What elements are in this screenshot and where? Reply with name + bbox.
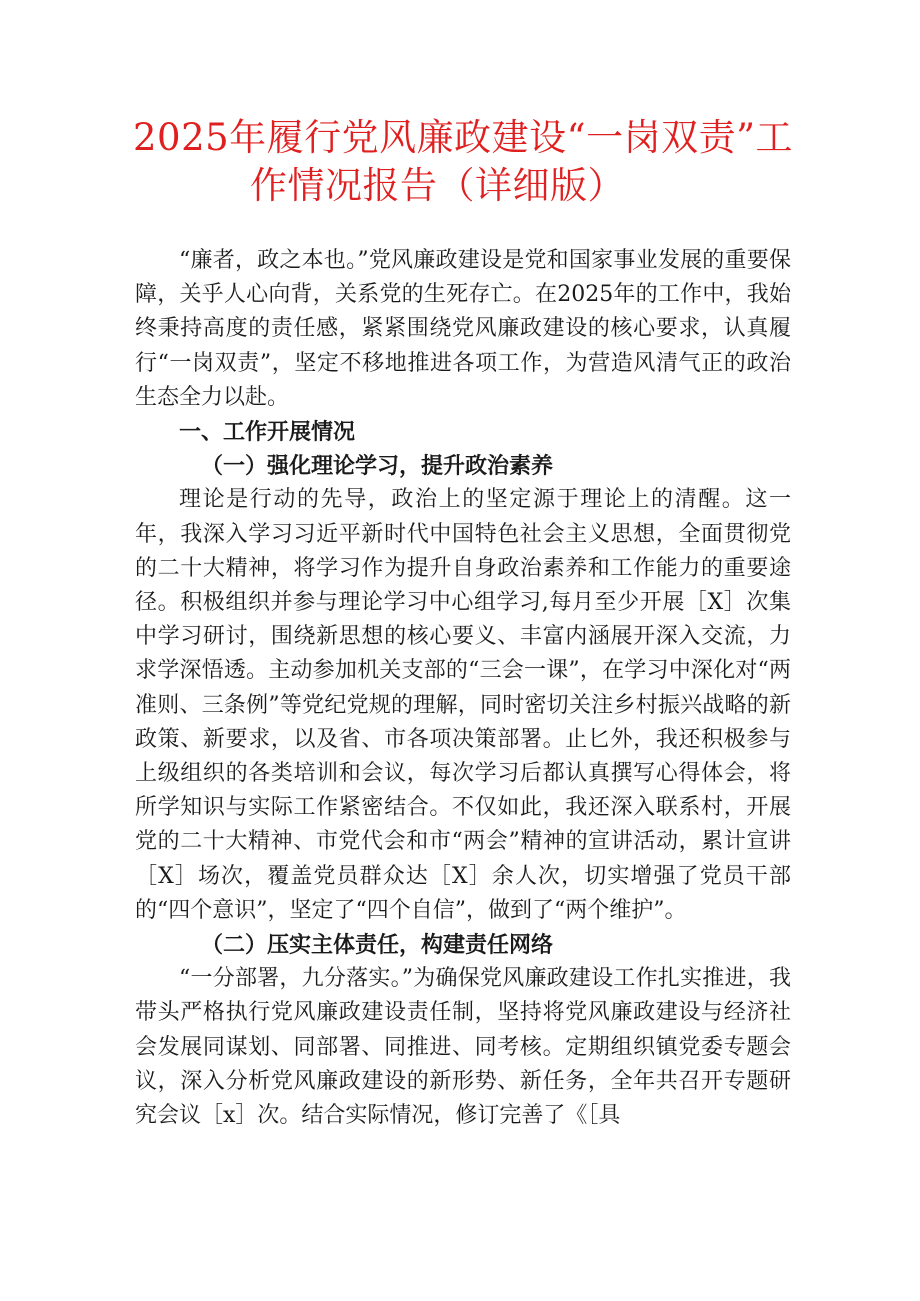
document-body <box>135 244 791 1133</box>
intro-paragraph: “廉者，政之本也。”党风廉政建设是党和国家事业发展的重要保障，关乎人心向背，关系党的生死存亡。在2025年的工作中，我始终秉持高度的责任感，紧紧围绕党风廉政建设的核心要求，认真履行“一岗双责”，坚定不移地推进各项工作，为营造风清气正的政治生态全力以赴。 <box>135 248 791 410</box>
document-title-line-1: 2025年履行党风廉政建设“一岗双责”工 <box>133 116 793 159</box>
subsection-heading-theory-study: （一）强化理论学习，提升政治素养 <box>201 453 554 480</box>
section-heading-work-progress: 一、工作开展情况 <box>179 419 356 446</box>
main-responsibility-paragraph: “一分部署，九分落实。”为确保党风廉政建设工作扎实推进，我带头严格执行党风廉政建设责任制，坚持将党风廉政建设与经济社会发展同谋划、同部署、同推进、同考核。定期组织镇党委专题会议，深入分析党风廉政建设的新形势、新任务，全年共召开专题研究会议［x］次。结合实际情况，修订完善了《［具 <box>135 966 791 1129</box>
theory-study-paragraph: 理论是行动的先导，政治上的坚定源于理论上的清醒。这一年，我深入学习习近平新时代中国特色社会主义思想，全面贯彻党的二十大精神，将学习作为提升自身政治素养和工作能力的重要途径。积极组织并参与理论学习中心组学习,每月至少开展［X］次集中学习研讨，围绕新思想的核心要义、丰富内涵展开深入交流，力求学深悟透。主动参加机关支部的“三会一课”，在学习中深化对“两准则、三条例”等党纪党规的理解，同时密切关注乡村振兴战略的新政策、新要求，以及省、市各项决策部署。止匕外，我还积极参与上级组织的各类培训和会议，每次学习后都认真撰写心得体会，将所学知识与实际工作紧密结合。不仅如此，我还深入联系村，开展党的二十大精神、市党代会和市“两会”精神的宣讲活动，累计宣讲［X］场次，覆盖党员群众达［X］余人次，切实增强了党员干部的“四个意识”，坚定了“四个自信”，做到了“两个维护”。 <box>135 487 791 923</box>
subsection-heading-main-responsibility: （二）压实主体责任，构建责任网络 <box>201 932 554 959</box>
document-title-line-2: 作情况报告（详细版） <box>250 164 625 207</box>
